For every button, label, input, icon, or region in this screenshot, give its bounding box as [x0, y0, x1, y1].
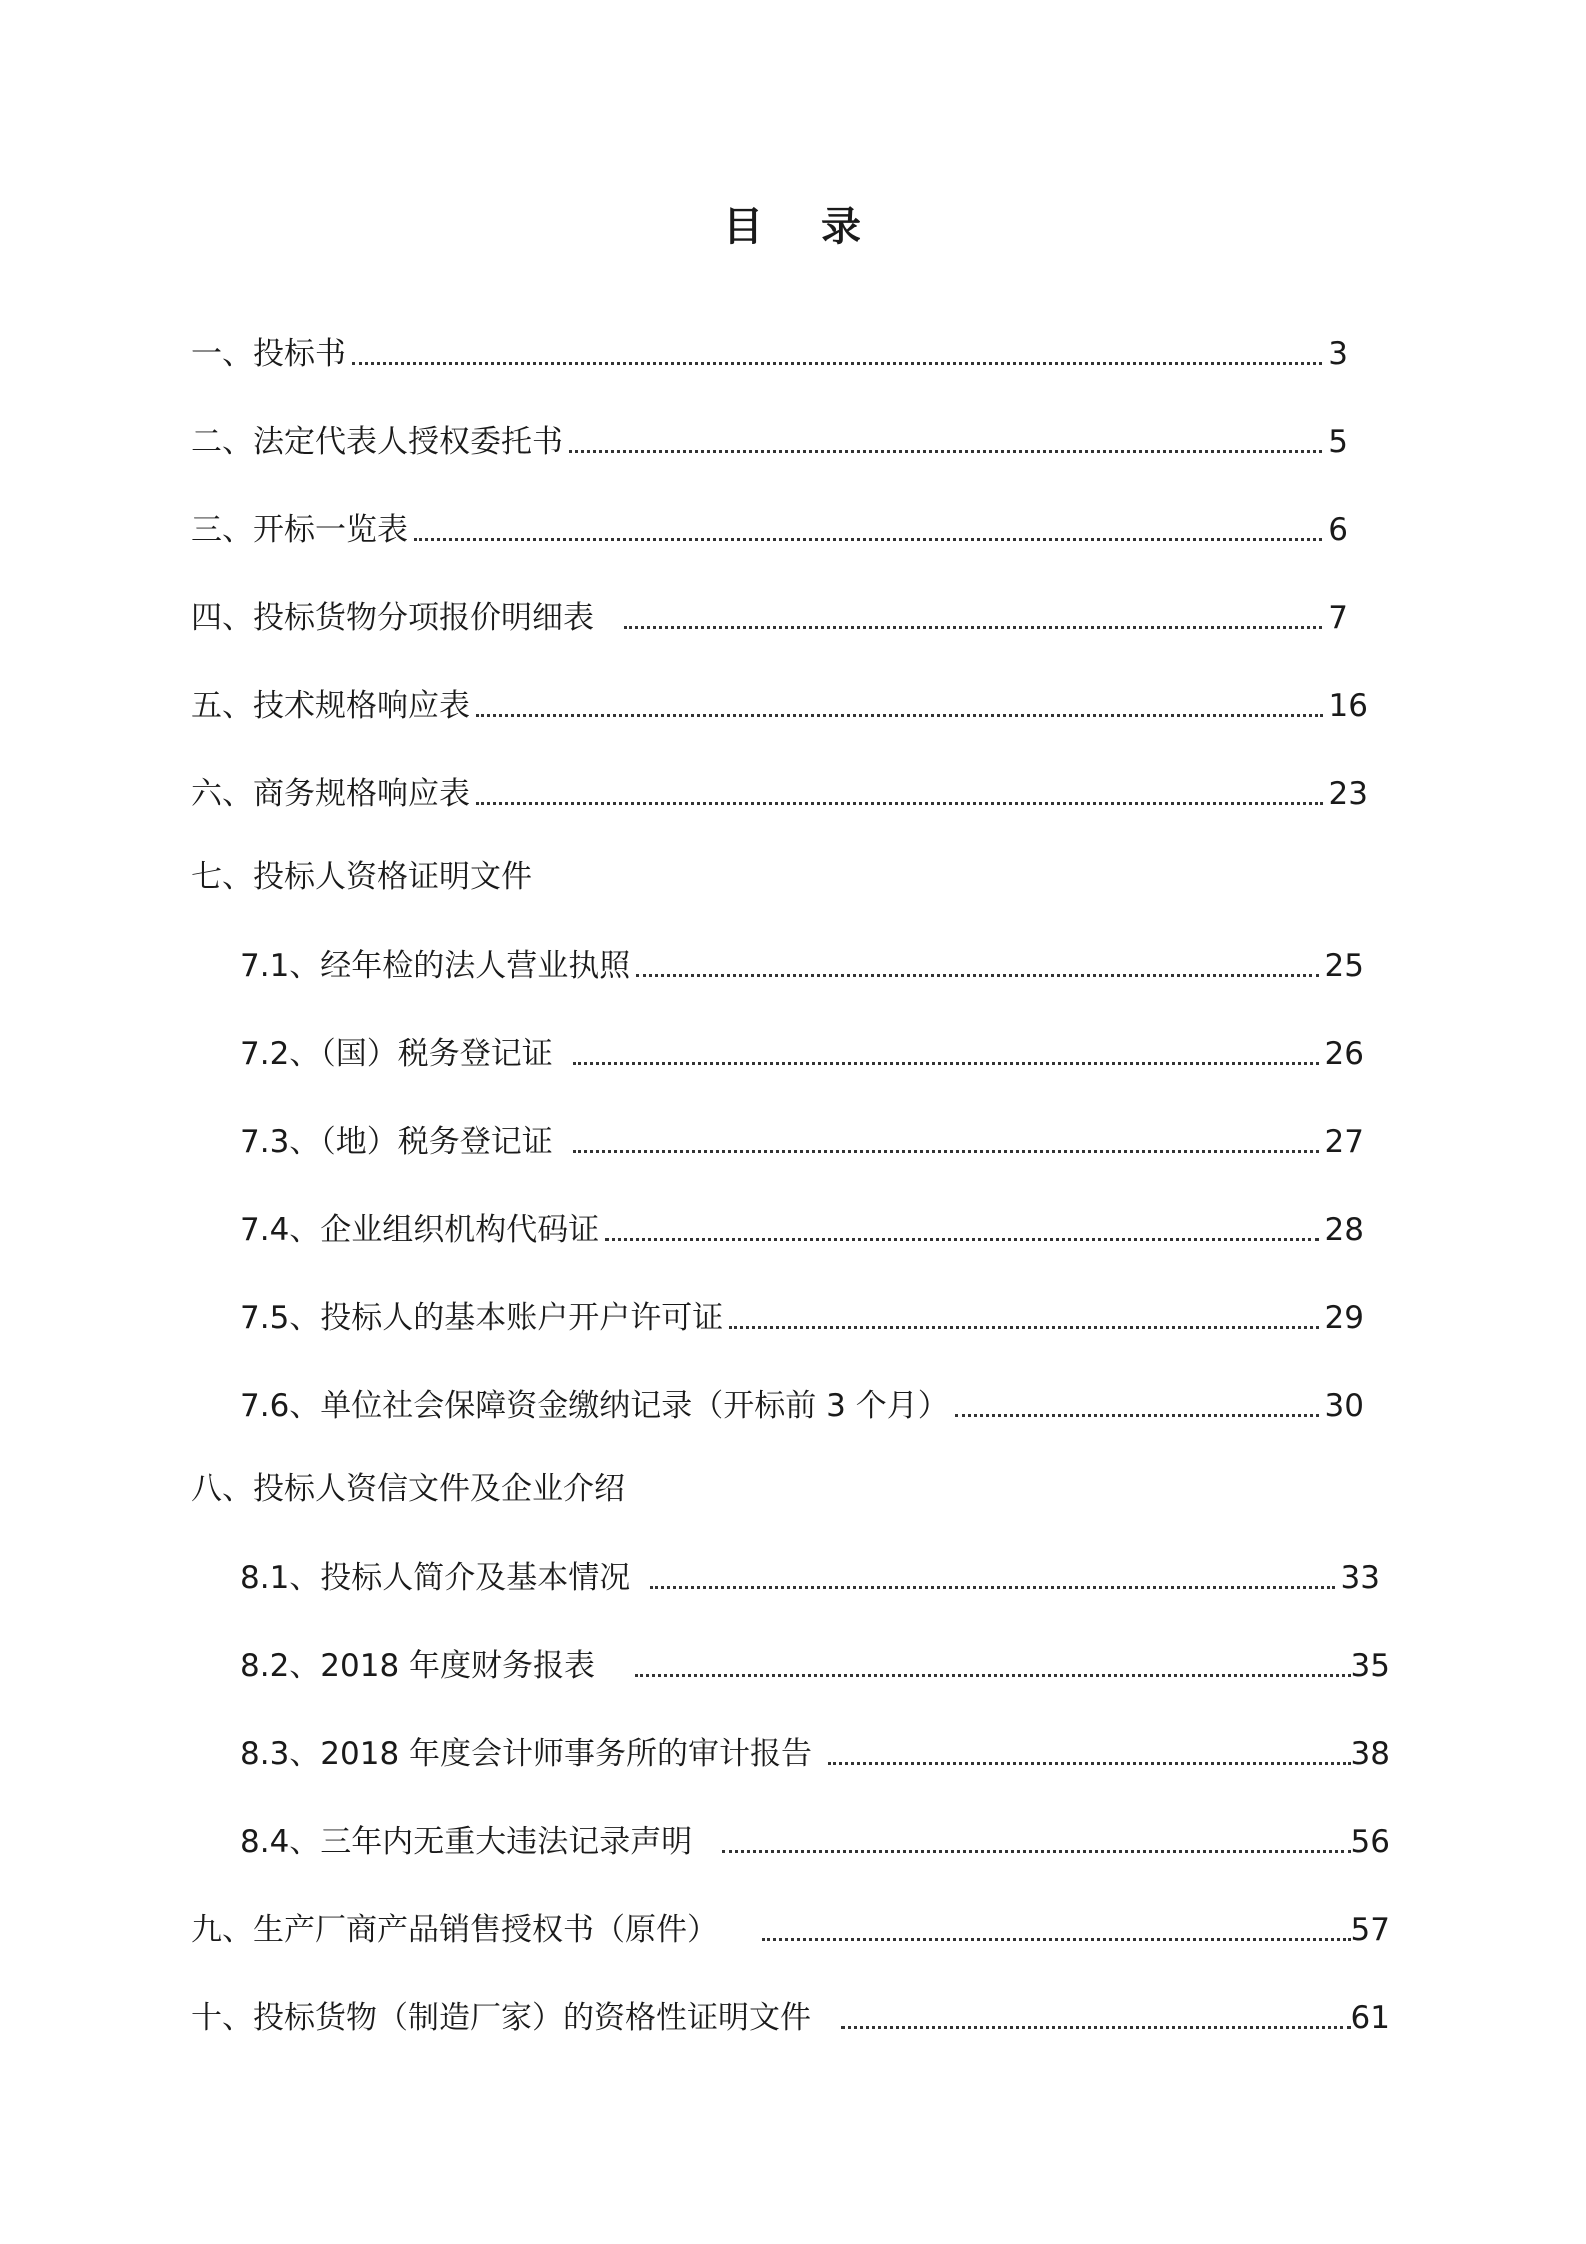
toc-page-number: 23 [1328, 776, 1368, 812]
toc-dot-leader [635, 1674, 1351, 1677]
toc-page-number: 3 [1328, 336, 1348, 372]
toc-entry-label: 8.1、投标人简介及基本情况 [240, 1560, 631, 1596]
toc-entry-label: 7.6、单位社会保障资金缴纳记录（开标前 3 个月） [240, 1388, 949, 1424]
toc-entry-label: 一、投标书 [191, 336, 346, 372]
toc-page-number: 57 [1350, 1912, 1390, 1948]
toc-entry-8-4[interactable] [240, 1820, 1390, 1864]
toc-entry-6[interactable] [191, 772, 1368, 816]
toc-page-number: 6 [1328, 512, 1348, 548]
toc-entry-7-6[interactable] [240, 1384, 1364, 1428]
toc-entry-7-3[interactable] [240, 1120, 1364, 1164]
toc-dot-leader [762, 1938, 1351, 1941]
toc-dot-leader [573, 1150, 1319, 1153]
toc-section-label: 八、投标人资信文件及企业介绍 [191, 1471, 625, 1507]
toc-dot-leader [841, 2026, 1351, 2029]
toc-entry-7-2[interactable] [240, 1032, 1364, 1076]
toc-entry-label: 8.2、2018 年度财务报表 [240, 1648, 596, 1684]
toc-entry-label: 7.2、（国）税务登记证 [240, 1036, 553, 1072]
toc-entry-label: 三、开标一览表 [191, 512, 408, 548]
toc-dot-leader [624, 626, 1322, 629]
toc-dot-leader [636, 974, 1318, 977]
toc-entry-label: 7.4、企业组织机构代码证 [240, 1212, 600, 1248]
toc-page-number: 16 [1328, 688, 1368, 724]
toc-dot-leader [729, 1326, 1318, 1329]
toc-entry-3[interactable] [191, 508, 1348, 552]
toc-page-number: 35 [1350, 1648, 1390, 1684]
toc-entry-8-3[interactable] [240, 1732, 1390, 1776]
toc-entry-9[interactable] [191, 1908, 1390, 1952]
toc-page-number: 38 [1350, 1736, 1390, 1772]
toc-entry-label: 十、投标货物（制造厂家）的资格性证明文件 [191, 2000, 811, 2036]
toc-page-number: 56 [1350, 1824, 1390, 1860]
toc-entry-label: 7.5、投标人的基本账户开户许可证 [240, 1300, 724, 1336]
toc-entry-4[interactable] [191, 596, 1348, 640]
toc-entry-label: 7.1、经年检的法人营业执照 [240, 948, 631, 984]
toc-page-number: 29 [1324, 1300, 1364, 1336]
toc-dot-leader [569, 450, 1322, 453]
toc-dot-leader [352, 362, 1322, 365]
toc-dot-leader [476, 802, 1323, 805]
toc-page-number: 7 [1328, 600, 1348, 636]
toc-entry-label: 五、技术规格响应表 [191, 688, 470, 724]
toc-dot-leader [828, 1762, 1351, 1765]
page-title-part1: 目 [723, 204, 765, 250]
toc-dot-leader [722, 1850, 1350, 1853]
toc-entry-label: 8.4、三年内无重大违法记录声明 [240, 1824, 693, 1860]
toc-dot-leader [476, 714, 1323, 717]
toc-entry-label: 四、投标货物分项报价明细表 [191, 600, 594, 636]
toc-page-number: 33 [1340, 1560, 1380, 1596]
toc-dot-leader [573, 1062, 1319, 1065]
page-title [0, 192, 1586, 262]
toc-entry-2[interactable] [191, 420, 1348, 464]
toc-entry-10[interactable] [191, 1996, 1390, 2040]
toc-entry-5[interactable] [191, 684, 1368, 728]
toc-section-7[interactable] [191, 855, 1368, 899]
toc-page-number: 30 [1324, 1388, 1364, 1424]
toc-section-label: 七、投标人资格证明文件 [191, 859, 532, 895]
toc-dot-leader [955, 1414, 1319, 1417]
toc-entry-8-2[interactable] [240, 1644, 1390, 1688]
toc-dot-leader [414, 538, 1322, 541]
toc-page-number: 25 [1324, 948, 1364, 984]
page-title-part2: 录 [821, 204, 863, 250]
toc-entry-7-5[interactable] [240, 1296, 1364, 1340]
toc-entry-label: 九、生产厂商产品销售授权书（原件） [191, 1912, 718, 1948]
toc-entry-label: 二、法定代表人授权委托书 [191, 424, 563, 460]
toc-page-number: 27 [1324, 1124, 1364, 1160]
toc-entry-label: 7.3、（地）税务登记证 [240, 1124, 553, 1160]
toc-dot-leader [605, 1238, 1318, 1241]
toc-page-number: 28 [1324, 1212, 1364, 1248]
toc-entry-7-1[interactable] [240, 944, 1364, 988]
toc-page-number: 61 [1350, 2000, 1390, 2036]
toc-entry-label: 六、商务规格响应表 [191, 776, 470, 812]
toc-section-8[interactable] [191, 1467, 1368, 1511]
toc-page-number: 5 [1328, 424, 1348, 460]
toc-page-number: 26 [1324, 1036, 1364, 1072]
toc-entry-label: 8.3、2018 年度会计师事务所的审计报告 [240, 1736, 813, 1772]
toc-entry-1[interactable] [191, 332, 1348, 376]
toc-entry-7-4[interactable] [240, 1208, 1364, 1252]
toc-dot-leader [650, 1586, 1334, 1589]
toc-entry-8-1[interactable] [240, 1556, 1380, 1600]
